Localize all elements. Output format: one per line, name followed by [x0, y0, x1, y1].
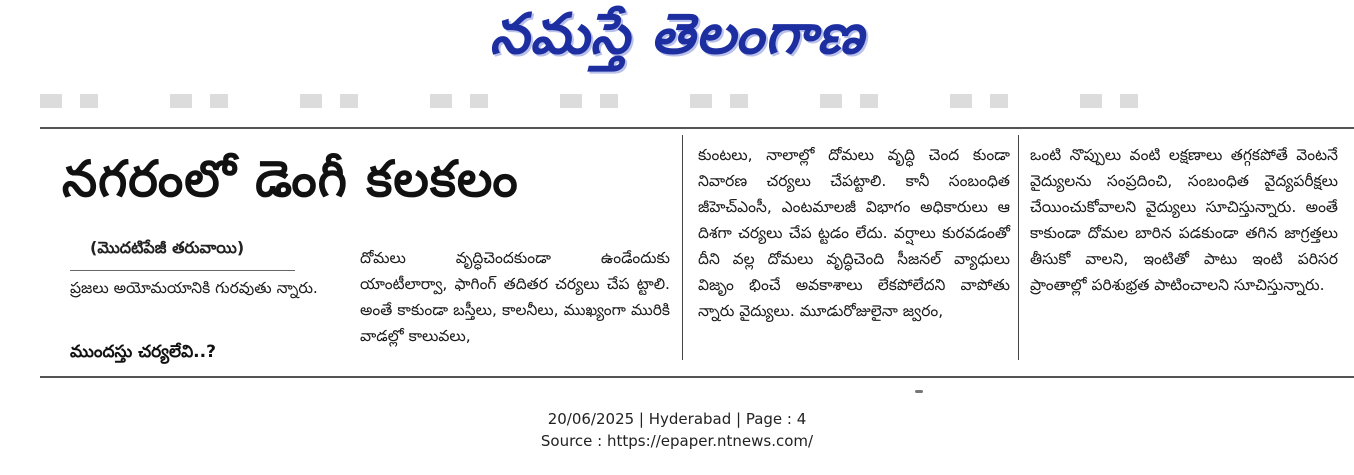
source-link[interactable]: Source : https://epaper.ntnews.com/ [540, 432, 814, 450]
clipped-text-strip [40, 94, 1210, 108]
article-column-1: ప్రజలు అయోమయానికి గురవుతు న్నారు. [70, 279, 318, 297]
continuation-note: (మొదటిపేజీ తరువాయి) [90, 238, 245, 257]
edition-info: 20/06/2025 | Hyderabad | Page : 4 [547, 410, 807, 428]
page-mark [915, 390, 923, 393]
article-column-3: కుంటలు, నాలాల్లో దోమలు వృద్ధి చెంద కుండా నివారణ చర్యలు చేపట్టాలి. కానీ సంబంధిత జీహెచ్ఎంసీ, ఎంటమాలజీ విభాగం అధికారులు ఆ దిశగా చర్యలు చేప ట్టడం లేదు. వర్షాలు కురవడంతో దీని వల్ల దోమలు వృద్ధిచెంది సీజనల్ వ్యాధులు విజృం భించే అవకాశాలు లేకపోలేదని వాపోతు న్నారు వైద్యులు. మూడురోజులైనా జ్వరం, [698, 146, 1010, 320]
masthead-title: నమస్తే తెలంగాణ [489, 1, 865, 67]
top-rule [40, 127, 1354, 129]
article-column-2: దోమలు వృద్ధిచెందకుండా ఉండేందుకు యాంటీలార్వా, ఫాగింగ్ తదితర చర్యలు చేప ట్టాలి. అంతే కాకుండా బస్తీలు, కాలనీలు, ముఖ్యంగా మురికి వాడల్లో కాలువలు, [360, 249, 670, 345]
masthead [0, 0, 1354, 82]
article-subhead: ముందస్తు చర్యలేవి..? [70, 342, 216, 362]
page-footer [0, 408, 1354, 452]
article-column-4: ఒంటి నొప్పులు వంటి లక్షణాలు తగ్గకపోతే వెంటనే వైద్యులను సంప్రదించి, సంబంధిత వైద్యపరీక్షలు చేయించుకోవాలని వైద్యులు సూచిస్తున్నారు. అంతే కాకుండా దోమల బారిన పడకుండా తగిన జాగ్రత్తలు తీసుకో వాలని, ఇంటితో పాటు ఇంటి పరిసర ప్రాంతాల్లో పరిశుభ్రత పాటించాలని సూచిస్తున్నారు. [1030, 146, 1338, 294]
bottom-rule [40, 376, 1354, 378]
continuation-rule [70, 270, 295, 271]
column-divider [1018, 135, 1019, 360]
column-divider [682, 135, 683, 360]
article-headline: నగరంలో డెంగీ కలకలం [62, 150, 519, 208]
